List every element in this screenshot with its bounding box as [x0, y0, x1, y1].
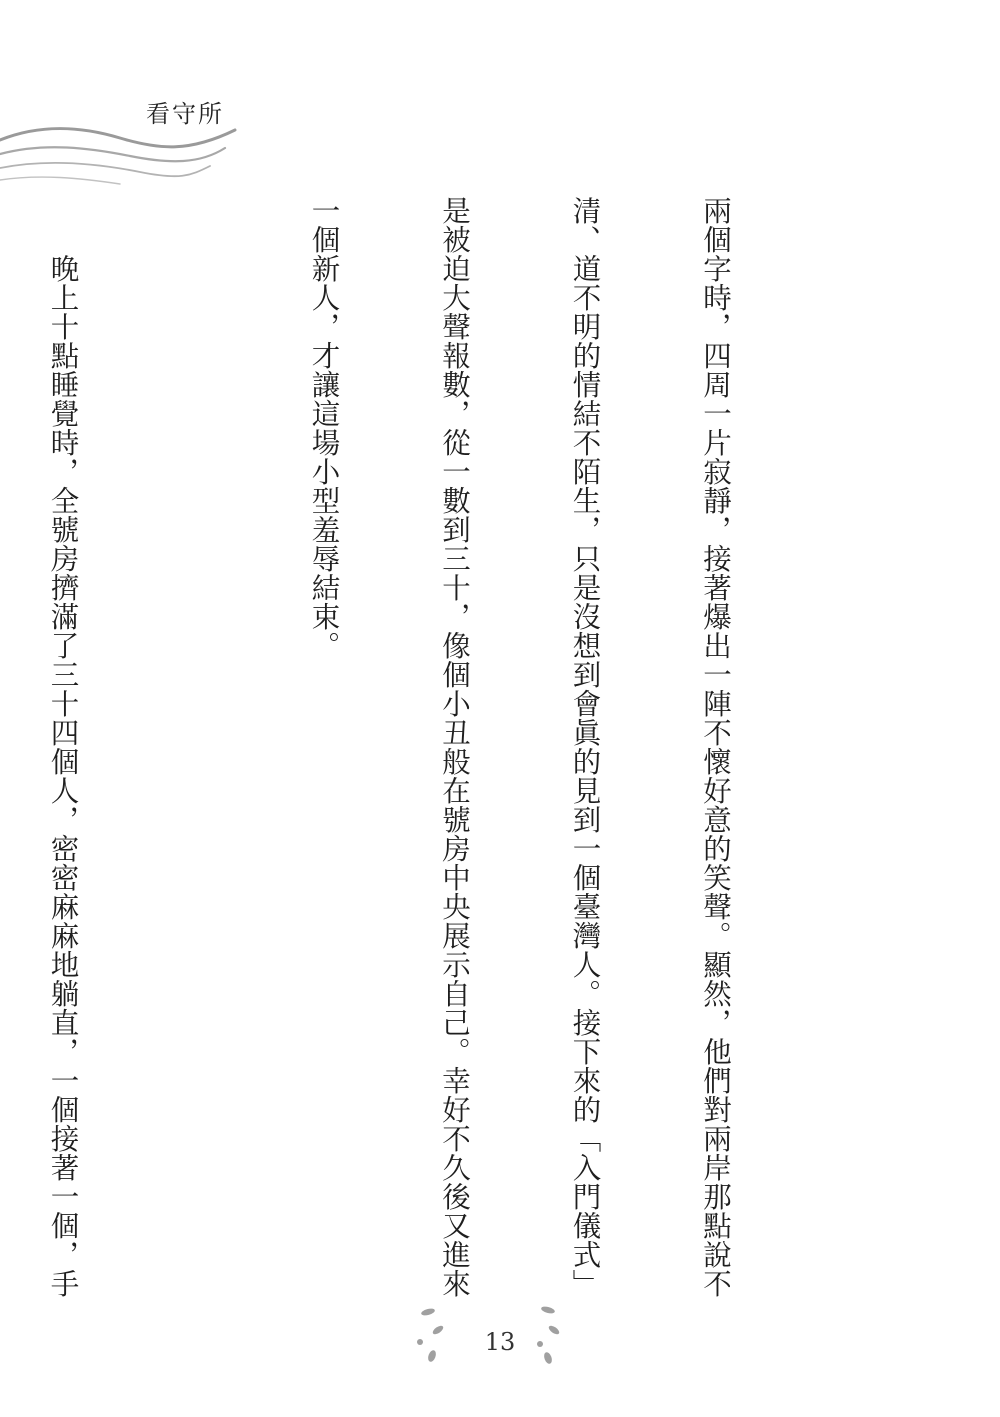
vertical-body-text	[0, 196, 824, 1298]
text-column: 晚上十點睡覺時，全號房擠滿了三十四個人，密密麻麻地躺直，一個接著一個，手	[46, 196, 80, 1298]
wave-ornament-icon	[0, 118, 240, 198]
page-number: 13	[484, 1328, 516, 1356]
text-column: 清、道不明的情結不陌生，只是沒想到會眞的見到一個臺灣人。接下來的「入門儀式」	[568, 196, 602, 1298]
running-header-title: 看守所	[146, 100, 224, 128]
text-column: 兩個字時，四周一片寂靜，接著爆出一陣不懷好意的笑聲。顯然，他們對兩岸那點說不	[699, 196, 732, 1298]
paragraph-1	[215, 196, 824, 1298]
paragraph-gap	[172, 196, 216, 1256]
text-column: 一個新人，才讓這場小型羞辱結束。	[307, 196, 341, 660]
text-column: 是被迫大聲報數，從一數到三十，像個小丑般在號房中央展示自己。幸好不久後又進來	[438, 196, 471, 1298]
paragraph-2	[0, 196, 172, 1298]
